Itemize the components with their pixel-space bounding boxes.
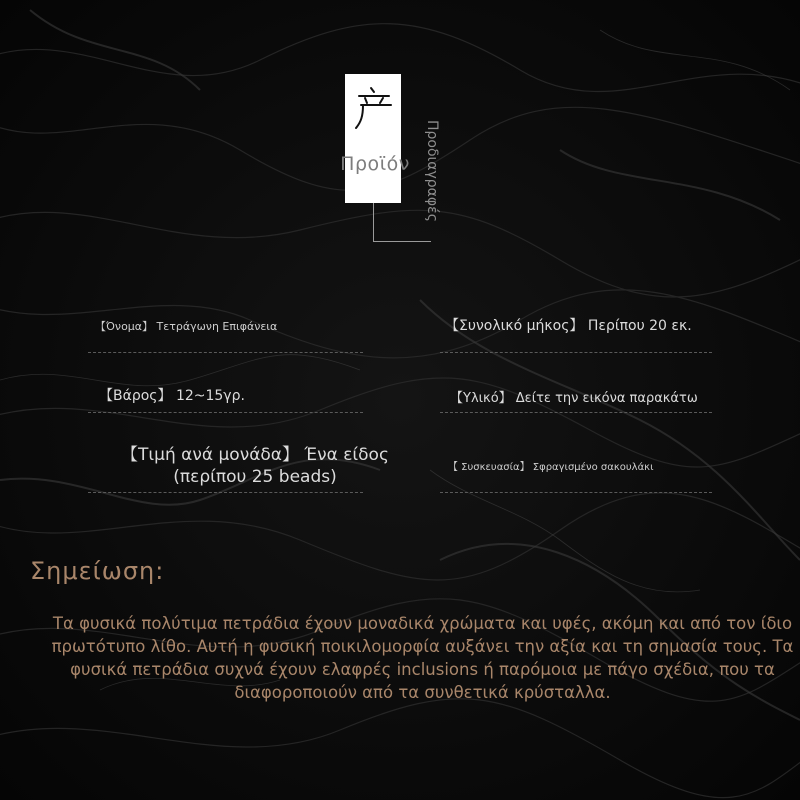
spec-divider	[440, 412, 712, 413]
spec-price	[120, 444, 390, 488]
spec-divider	[88, 412, 363, 413]
spec-material: 【Υλικό】 Δείτε την εικόνα παρακάτω	[450, 391, 698, 406]
connector-line-horizontal	[373, 241, 431, 242]
note-title: Σημείωση:	[30, 557, 165, 585]
spec-length: 【Συνολικό μήκος】 Περίπου 20 εκ.	[445, 318, 692, 334]
spec-divider	[440, 352, 712, 353]
spec-price-line1: 【Τιμή ανά μονάδα】 Ένα είδος	[121, 445, 389, 465]
spec-weight: 【Βάρος】 12~15γρ.	[99, 388, 245, 404]
note-body: Τα φυσικά πολύτιμα πετράδια έχουν μοναδικά χρώματα και υφές, ακόμη και από τον ίδιο πρωτότυπο λίθο. Αυτή η φυσική ποικιλομορφία αυξάνει την αξία και τη σημασία τους. Τα φυσικά πετράδια συχνά έχουν ελαφρές inclusions ή παρόμοια με πάγο σχέδια, που τα διαφοροποιούν από τα συνθετικά κρύσταλλα.	[51, 614, 794, 702]
spec-name: 【Όνομα】 Τετράγωνη Επιφάνεια	[95, 320, 278, 333]
product-label-word: Προϊόν	[340, 153, 410, 175]
product-glyph-icon	[351, 84, 397, 130]
spec-divider	[440, 492, 712, 493]
spec-divider	[88, 352, 363, 353]
spec-vertical-label: Προδιαγραφές	[424, 120, 440, 222]
connector-line	[373, 203, 374, 241]
spec-price-line2: (περίπου 25 beads)	[173, 467, 337, 487]
spec-package: 【 Συσκευασία】 Σφραγισμένο σακουλάκι	[448, 462, 654, 473]
spec-divider	[88, 492, 363, 493]
